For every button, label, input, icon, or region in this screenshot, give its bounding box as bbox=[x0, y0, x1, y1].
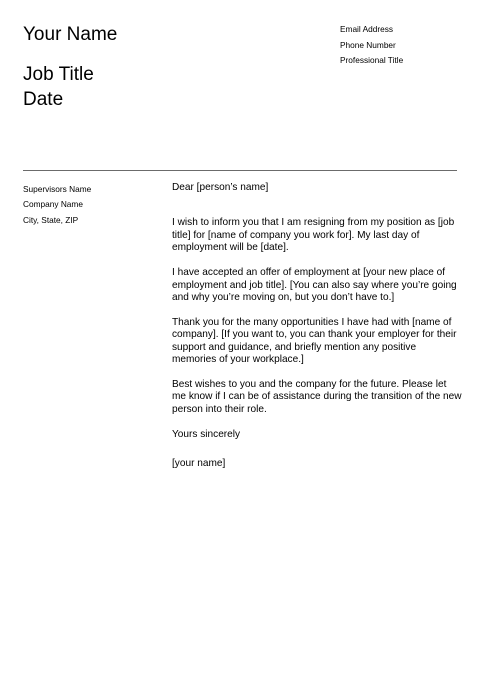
recipient-location: City, State, ZIP bbox=[23, 214, 79, 225]
contact-email: Email Address bbox=[340, 24, 394, 34]
letter-paragraph: I have accepted an offer of employment at [your new place of employment and job title]. [You can also say where you’re going and why you’re moving on, but you don’t have to.] bbox=[172, 267, 457, 303]
letter-date: Date bbox=[23, 89, 64, 110]
letter-paragraph: I wish to inform you that I am resigning from my position as [job title] for [name of company you work for]. My last day of employment will be [date]. bbox=[172, 217, 455, 254]
letter-body bbox=[172, 182, 462, 471]
recipient-block bbox=[23, 182, 91, 228]
letter-paragraph: Thank you for the many opportunities I have had with [name of company]. [If you want to, you can thank your employer for their support and guidance, and briefly mention any positive memories of your workplace.] bbox=[172, 316, 457, 366]
contact-block bbox=[340, 22, 403, 69]
sender-job-title: Job Title bbox=[23, 64, 94, 85]
letter-paragraph: Best wishes to you and the company for the future. Please let me know if I can be of assistance during the transition of the new person into their role. bbox=[172, 378, 462, 415]
recipient-company: Company Name bbox=[23, 199, 83, 210]
contact-phone: Phone Number bbox=[340, 39, 396, 50]
sender-name: Your Name bbox=[23, 24, 118, 45]
header-divider bbox=[23, 170, 457, 171]
letter-closing: Yours sincerely bbox=[172, 428, 241, 440]
contact-professional-title: Professional Title bbox=[340, 55, 404, 65]
letter-signature: [your name] bbox=[172, 458, 226, 470]
letter-greeting: Dear [person’s name] bbox=[172, 182, 269, 193]
recipient-supervisor: Supervisors Name bbox=[23, 184, 92, 194]
